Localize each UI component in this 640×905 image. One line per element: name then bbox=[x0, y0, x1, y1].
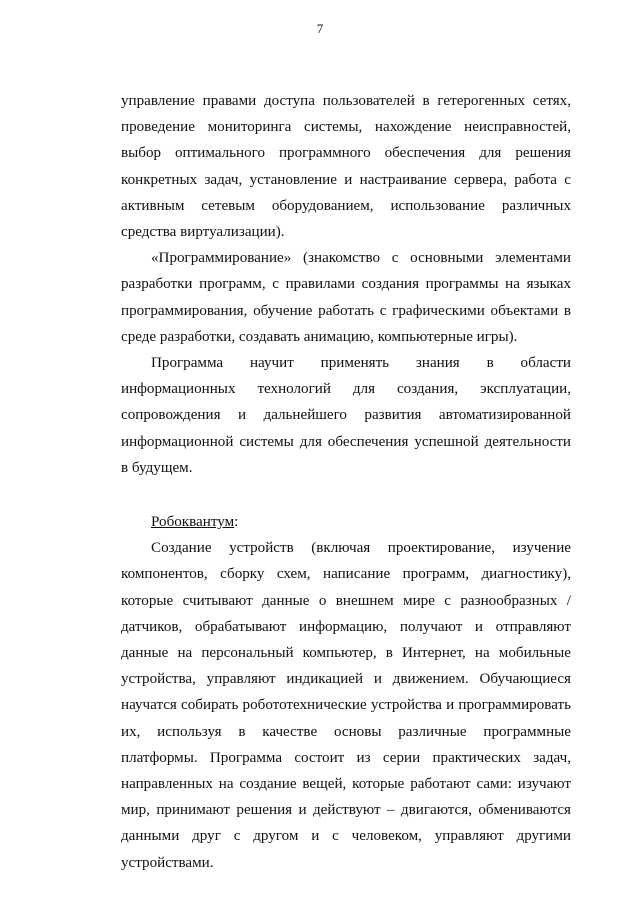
paragraph-robokvantum bbox=[121, 535, 571, 876]
section-heading-text: Робоквантум bbox=[151, 514, 235, 531]
paragraph-network-admin: управление правами доступа пользователей в гетерогенных сетях, проведение мониторинга системы, нахождение неисправностей, выбор оптимального программного обеспечения для решения конкретных задач, установление и настраивание сервера, работа с активным сетевым оборудованием, использование различных средства виртуализации). bbox=[121, 93, 571, 241]
page-number: 7 bbox=[316, 21, 324, 36]
section-heading-colon: : bbox=[234, 514, 239, 531]
paragraph-program-outcome-text: Программа научит применять знания в области информационных технологий для создания, эксплуатации, сопровождения и дальнейшего развития автоматизированной информационной системы для обеспечения успешной деятельности в будущем. bbox=[121, 355, 571, 476]
paragraph-program-outcome bbox=[121, 350, 571, 481]
paragraph-programming-text: «Программирование» (знакомство с основными элементами разработки программ, с правилами создания программы на языках программирования, обучение работать с графическими объектами в среде разработки, создавать анимацию, компьютерные игры). bbox=[121, 250, 571, 345]
section-heading-robokvantum bbox=[121, 509, 571, 535]
section-gap bbox=[121, 481, 571, 509]
paragraph-robokvantum-text: Создание устройств (включая проектирование, изучение компонентов, сборку схем, написание программ, диагностику), которые считывают данные о внешнем мире с разнообразных /датчиков, обрабатывают информацию, получают и отправляют данные на персональный компьютер, в Интернет, на мобильные устройства, управляют индикацией и движением. Обучающиеся научатся собирать робототехнические устройства и программировать их, используя в качестве основы различные программные платформы. Программа состоит из серии практических задач, направленных на создание вещей, которые работают сами: изучают мир, принимают решения и действуют – двигаются, обмениваются данными друг с другом и с человеком, управляют другими устройствами. bbox=[121, 540, 571, 871]
paragraph-programming bbox=[121, 245, 571, 350]
document-body bbox=[121, 88, 571, 876]
